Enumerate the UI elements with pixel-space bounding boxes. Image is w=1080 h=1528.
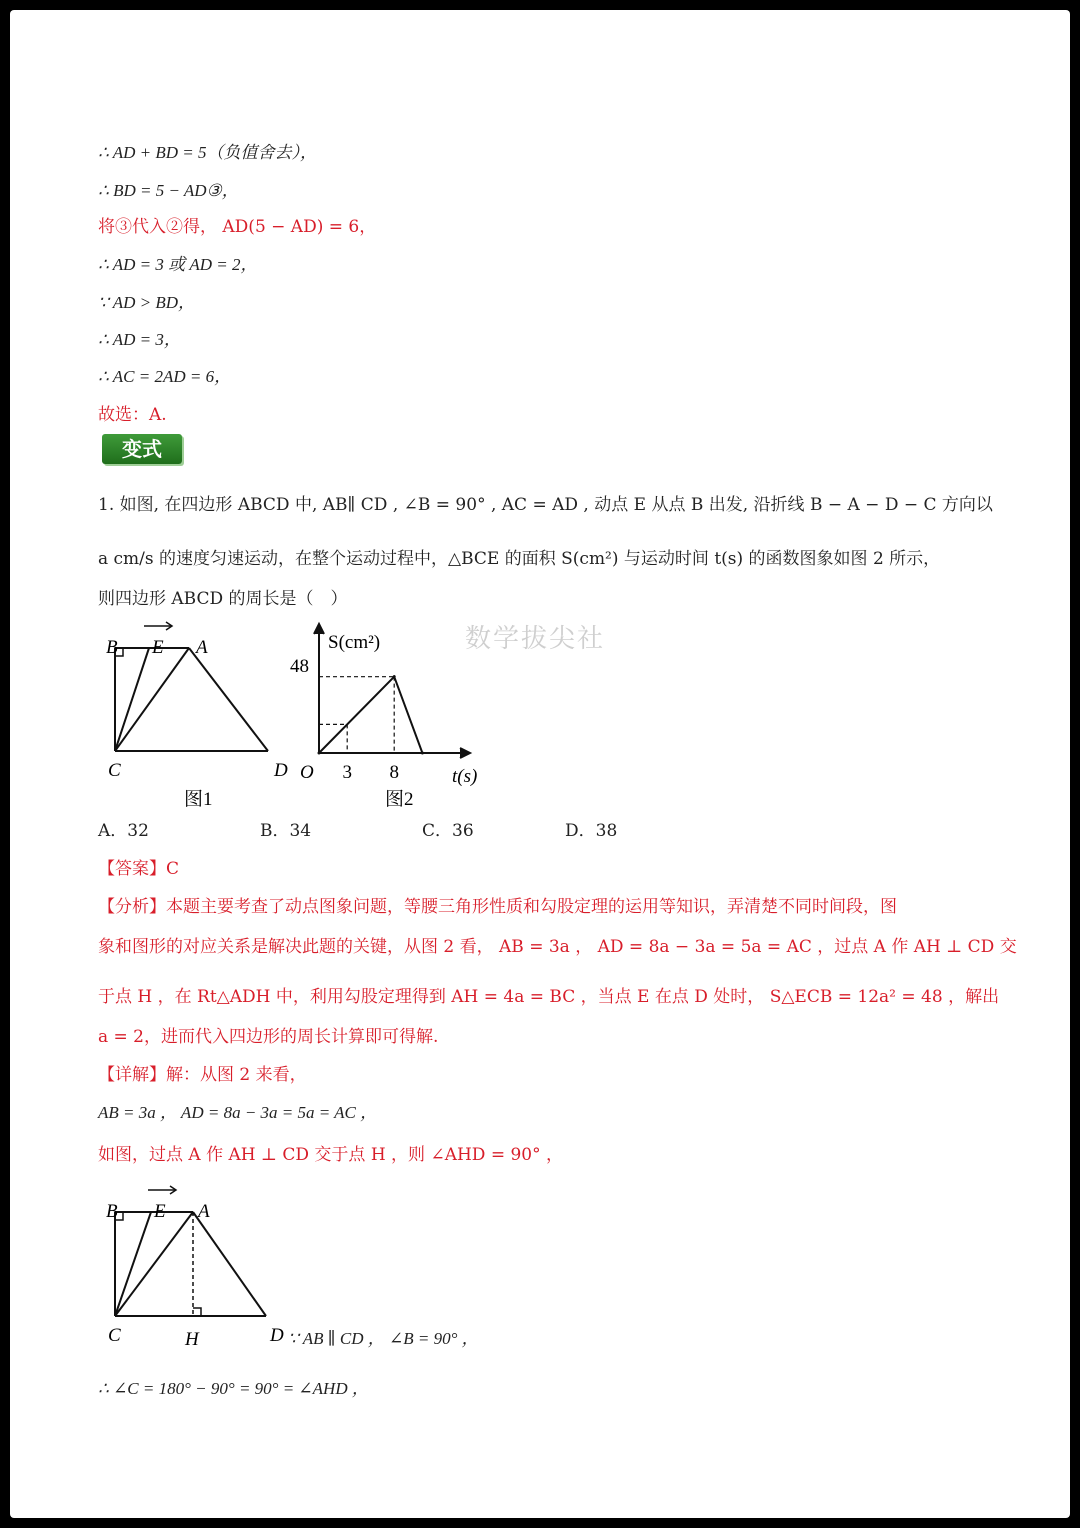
fig1-caption: 图1 bbox=[184, 789, 213, 810]
fig1-label-c: C bbox=[108, 760, 121, 781]
solution-line-5: ∴ ∠C = 180° − 90° = 90° = ∠AHD ， bbox=[98, 1379, 369, 1398]
text-line-4: ∴ AD = 3 或 AD = 2， bbox=[98, 255, 258, 274]
chart-y-tick-48: 48 bbox=[290, 656, 309, 677]
text-line-2: ∴ BD = 5 − AD③， bbox=[98, 181, 239, 200]
fig1-label-b: B bbox=[106, 637, 118, 658]
text-line-6: ∴ AD = 3， bbox=[98, 330, 181, 349]
analysis-line-2: 象和图形的对应关系是解决此题的关键，从图 2 看， AB = 3a ， AD = 8a − 3a = 5a = AC ，过点 A 作 AH ⊥ CD 交 bbox=[98, 937, 1017, 957]
figure-3 bbox=[92, 1180, 302, 1355]
section-tag: 变式 bbox=[102, 434, 182, 464]
watermark: 数学拔尖社 bbox=[465, 624, 606, 654]
question-line-3: 则四边形 ABCD 的周长是（ ） bbox=[98, 589, 348, 609]
fig3-label-h: H bbox=[185, 1329, 199, 1350]
chart-x-arrow bbox=[460, 748, 470, 758]
chart-point-2 bbox=[421, 752, 424, 755]
figure-1 bbox=[92, 618, 292, 818]
solution-line-4: ∵ AB ∥ CD ， ∠B = 90° ， bbox=[288, 1329, 479, 1348]
solution-line-1: 【详解】解：从图 2 来看， bbox=[98, 1065, 307, 1085]
chart-y-label: S(cm²) bbox=[328, 632, 381, 653]
solution-line-3: 如图，过点 A 作 AH ⊥ CD 交于点 H ，则 ∠AHD = 90° ， bbox=[98, 1145, 564, 1165]
fig1-segment-ce bbox=[115, 648, 149, 751]
fig3-diagonal-ca bbox=[115, 1212, 193, 1316]
analysis-line-4: a = 2，进而代入四边形的周长计算即可得解. bbox=[98, 1027, 439, 1047]
fig3-label-c: C bbox=[108, 1325, 121, 1346]
document-page bbox=[10, 10, 1070, 1518]
fig3-edge-ad bbox=[193, 1212, 266, 1316]
chart-y-arrow bbox=[314, 624, 324, 634]
chart-series-line bbox=[319, 677, 422, 753]
analysis-line-3: 于点 H ，在 Rt△ADH 中，利用勾股定理得到 AH = 4a = BC ，当点 E 在点 D 处时， S△ECB = 12a² = 48 ，解出 bbox=[98, 987, 1000, 1007]
fig1-label-a: A bbox=[196, 637, 208, 658]
option-b: B．34 bbox=[260, 821, 312, 841]
text-line-5: ∵ AD > BD， bbox=[98, 293, 196, 312]
solution-line-2: AB = 3a ， AD = 8a − 3a = 5a = AC ， bbox=[98, 1103, 378, 1122]
chart-caption: 图2 bbox=[385, 789, 414, 810]
fig3-label-b: B bbox=[106, 1201, 118, 1222]
chart-point-0 bbox=[318, 752, 321, 755]
fig1-label-d: D bbox=[274, 760, 288, 781]
text-line-3: 将③代入②得， AD(5 − AD) = 6， bbox=[98, 217, 377, 237]
text-line-7: ∴ AC = 2AD = 6， bbox=[98, 367, 232, 386]
option-a: A．32 bbox=[98, 821, 149, 841]
option-c: C．36 bbox=[422, 821, 474, 841]
option-d: D．38 bbox=[565, 821, 618, 841]
question-line-1: 1. 如图, 在四边形 ABCD 中, AB∥ CD , ∠B = 90° , AC = AD , 动点 E 从点 B 出发, 沿折线 B − A − D − C 方向以 bbox=[98, 495, 993, 515]
fig3-segment-ce bbox=[115, 1212, 151, 1316]
text-line-1: ∴ AD + BD = 5（负值舍去）， bbox=[98, 143, 318, 162]
fig1-label-e: E bbox=[152, 637, 164, 658]
chart-x-tick-8: 8 bbox=[389, 762, 399, 783]
fig3-label-d: D bbox=[270, 1325, 284, 1346]
chart-x-tick-3: 3 bbox=[342, 762, 352, 783]
text-line-8: 故选：A. bbox=[98, 405, 167, 425]
fig3-label-a: A bbox=[198, 1201, 210, 1222]
answer-line: 【答案】C bbox=[98, 859, 180, 879]
fig3-label-e: E bbox=[154, 1201, 166, 1222]
chart-x-label: t(s) bbox=[452, 766, 478, 787]
chart-origin-label: O bbox=[300, 762, 314, 783]
fig1-edge-ad bbox=[189, 648, 268, 751]
analysis-line-1: 【分析】本题主要考查了动点图象问题，等腰三角形性质和勾股定理的运用等知识，弄清楚不同时间段，图 bbox=[98, 897, 897, 917]
question-line-2: a cm/s 的速度匀速运动，在整个运动过程中，△BCE 的面积 S(cm²) 与运动时间 t(s) 的函数图象如图 2 所示， bbox=[98, 549, 941, 569]
fig3-right-angle-h bbox=[193, 1308, 201, 1316]
fig1-diagonal-ca bbox=[115, 648, 189, 751]
